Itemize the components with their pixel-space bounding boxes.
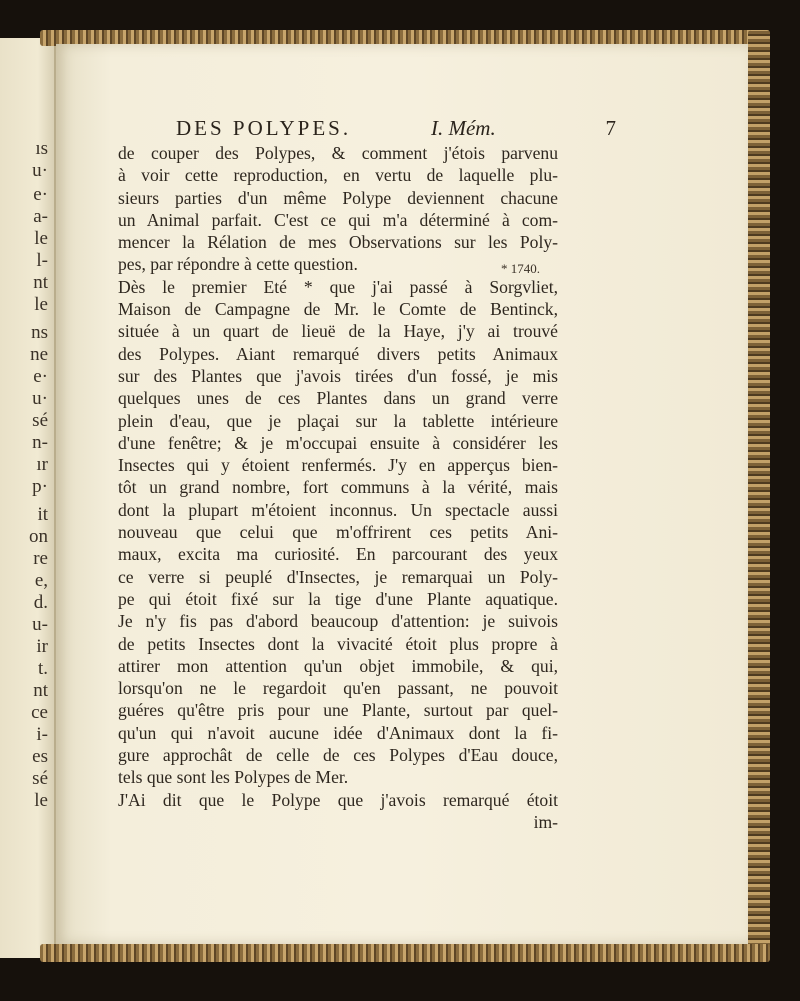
page-number: 7 (605, 116, 616, 140)
text-line: quelques unes de ces Plantes dans un grand verre (118, 388, 558, 409)
text-line: tôt un grand nombre, fort communs à la vérité, mais (118, 477, 558, 498)
text-line: mencer la Rélation de mes Observations sur les Poly- (118, 232, 558, 253)
facing-page-fragment: p· (32, 476, 48, 497)
facing-page-fragment: u- (32, 614, 48, 635)
facing-page-fragment: re (33, 548, 48, 569)
facing-page-fragment: le (34, 228, 48, 249)
binding-edge-bottom (40, 944, 770, 962)
book-page (56, 44, 748, 944)
facing-page-fragment: nt (33, 680, 48, 701)
facing-page-fragment: es (32, 746, 48, 767)
facing-page-fragment: on (29, 526, 48, 547)
text-line: de petits Insectes dont la vivacité étoit plus propre à (118, 633, 558, 654)
facing-page-fragment: ıs (35, 138, 48, 159)
facing-page-fragment: d. (33, 592, 48, 613)
text-line: des Polypes. Aiant remarqué divers petits Animaux (118, 343, 558, 364)
facing-page-fragment: ir (36, 636, 48, 657)
text-line: d'une fenêtre; & je m'occupai ensuite à considérer les (118, 432, 558, 453)
facing-page-fragment: ce (31, 702, 48, 723)
text-line: gure approchât de celle de ces Polypes d'Eau douce, (118, 745, 558, 766)
facing-page-fragment: u· (32, 160, 48, 181)
text-line: à voir cette reproduction, en vertu de laquelle plu- (118, 165, 558, 186)
facing-page-fragment: ır (36, 454, 48, 475)
text-line: sieurs parties d'un même Polype deviennent chacune (118, 187, 558, 208)
text-line: lorsqu'on ne le regardoit qu'en passant, ne pouvoit (118, 678, 558, 699)
facing-page-fragment: a- (33, 206, 48, 227)
facing-page-fragment: t. (37, 658, 48, 679)
text-line: qu'un qui n'avoit aucune idée d'Animaux dont la fi- (118, 722, 558, 743)
facing-page-fragment: l- (36, 250, 48, 271)
text-line: tels que sont les Polypes de Mer. (118, 767, 349, 788)
text-line: située à un quart de lieuë de la Haye, j'y ai trouvé (118, 321, 558, 342)
facing-page-fragment: le (34, 294, 48, 315)
text-line: Dès le premier Eté * que j'ai passé à Sorgvliet, (118, 276, 558, 297)
facing-page-fragment: u· (32, 388, 48, 409)
facing-page-fragment: le (34, 790, 48, 811)
text-line: guéres qu'être pris pour une Plante, surtout par quel- (118, 700, 558, 721)
text-line: pe qui étoit fixé sur la tige d'une Plante aquatique. (118, 588, 558, 609)
facing-page-fragment: e· (33, 184, 48, 205)
facing-page-left (0, 38, 56, 958)
body-text (118, 142, 558, 833)
text-line: dont la plupart m'étoient inconnus. Un spectacle aussi (118, 499, 558, 520)
text-line: attirer mon attention qu'un objet immobile, & qui, (118, 655, 558, 676)
running-header (176, 116, 616, 144)
facing-page-fragment: e, (34, 570, 48, 591)
facing-page-fragment: ns (31, 322, 48, 343)
text-line: sur des Plantes que j'avois tirées d'un fossé, je mis (118, 365, 558, 386)
text-line: Maison de Campagne de Mr. le Comte de Bentinck, (118, 299, 558, 320)
facing-page-fragment: n- (32, 432, 48, 453)
header-section: I. Mém. (431, 116, 496, 140)
facing-page-fragment: i- (36, 724, 48, 745)
facing-page-fragment: it (37, 504, 48, 525)
facing-page-fragment: ne (30, 344, 48, 365)
text-line: ce verre si peuplé d'Insectes, je remarquai un Poly- (118, 566, 558, 587)
facing-page-fragment: e· (33, 366, 48, 387)
text-line: maux, excita ma curiosité. En parcourant des yeux (118, 544, 558, 565)
facing-page-fragment: sé (32, 410, 48, 431)
text-line: un Animal parfait. C'est ce qui m'a déterminé à com- (118, 209, 558, 230)
text-line: pes, par répondre à cette question. (118, 254, 358, 275)
text-line: Je n'y fis pas d'abord beaucoup d'attention: je suivois (118, 611, 558, 632)
text-line: J'Ai dit que le Polype que j'avois remarqué étoit (118, 789, 558, 810)
facing-page-fragment: sé (32, 768, 48, 789)
text-line: plein d'eau, que je plaçai sur la tablette intérieure (118, 410, 558, 431)
facing-page-fragment: nt (33, 272, 48, 293)
binding-edge-right (748, 30, 770, 962)
header-title: DES POLYPES. (176, 116, 352, 140)
text-line: im- (533, 811, 558, 832)
margin-note: * 1740. (501, 261, 540, 276)
text-line: de couper des Polypes, & comment j'étois parvenu (118, 143, 558, 163)
text-line: Insectes qui y étoient renfermés. J'y en apperçus bien- (118, 455, 558, 476)
text-line: nouveau que celui que m'offrirent ces petits Ani- (118, 522, 558, 543)
